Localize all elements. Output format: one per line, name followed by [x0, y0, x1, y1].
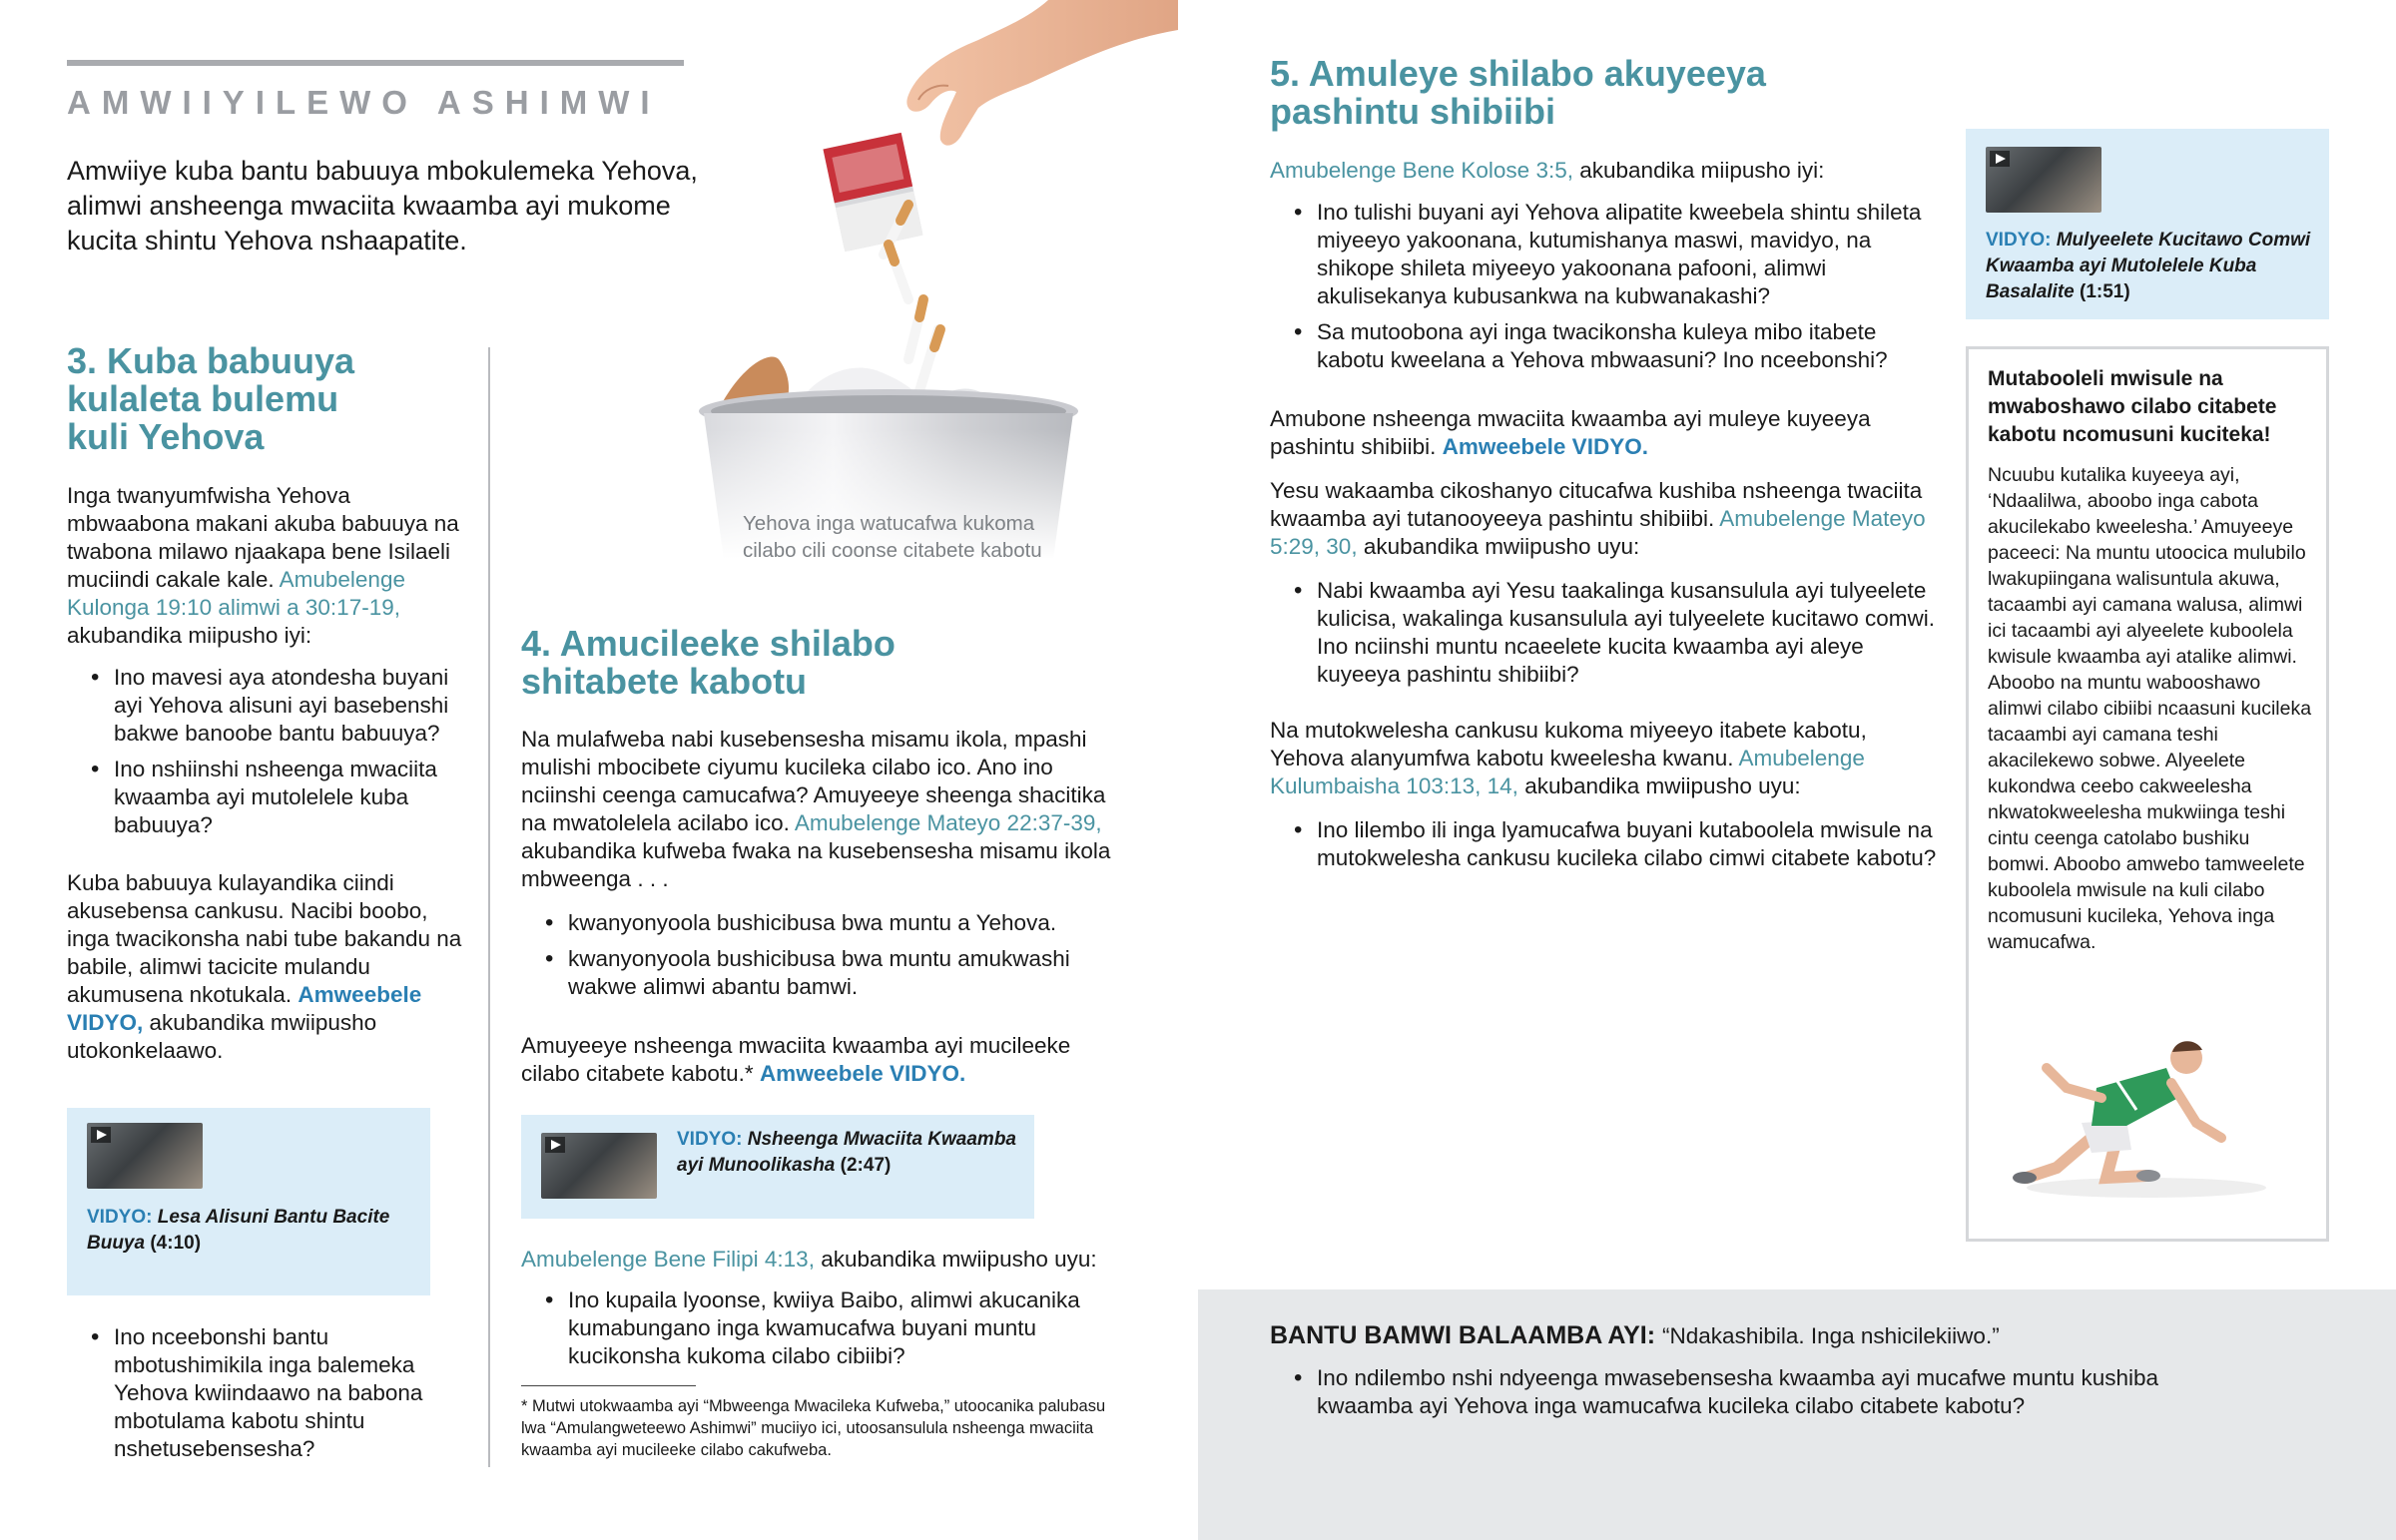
video-title-3[interactable]: Mulyeelete Kucitawo Comwi Kwaamba ayi Mutolelele Kuba Basalalite — [1986, 230, 2311, 302]
bottom-callout-heading — [1270, 1318, 2308, 1353]
section-3-title: 3. Kuba babuuya kulaleta bulemu kuli Yehova — [67, 340, 355, 457]
scripture-link-mateyo-5[interactable]: Amubelenge Mateyo 5:29, 30, — [1270, 506, 1926, 559]
section-3-question-after-video — [67, 1323, 464, 1471]
sidebar-title: Mutabooleli mwisule na mwaboshawo cilabo citabete kabotu ncomusuni kuciteka! — [1988, 367, 2277, 446]
video-caption-1 — [87, 1205, 416, 1257]
video-duration-3: (1:51) — [2080, 281, 2130, 302]
section-3-p1-text: Inga twanyumfwisha Yehova mbwaabona makani akuba babuuya na twabona milawo njaakapa bene Isilaeli muciindi cakale kale. — [67, 483, 459, 592]
bottom-callout-question — [1270, 1364, 2168, 1428]
section-5-p4-text: Na mutokwelesha cankusu kukoma miyeeyo itabete kabotu, Yehova alanyumfwa kabotu kweelesha kwanu. — [1270, 718, 1867, 770]
section-4-p1-text: Na mulafweba nabi kusebensesha misamu ikola, mpashi mulishi mbocibete ciyumu kucileka cilabo ico. Ano ino nciinshi ceenga camucafwa? Amuyeeye sheenga shacitika na mwatolelela acilabo ico. — [521, 727, 1106, 835]
video-label: VIDYO: — [677, 1129, 743, 1150]
video-thumbnail-1[interactable] — [87, 1123, 203, 1189]
section-3-p2-tail: akubandika mwiipusho utokonkelaawo. — [67, 1010, 377, 1063]
section-4-title: 4. Amucileeke shilabo shitabete kabotu — [521, 623, 896, 702]
section-4-item-1: • kwanyonyoola bushicibusa bwa muntu a Yehova. — [521, 909, 1120, 937]
bottom-callout-label: BANTU BAMWI BALAAMBA AYI: — [1270, 1321, 1656, 1349]
video-title-1[interactable]: Lesa Alisuni Bantu Bacite Buuya — [87, 1207, 390, 1254]
section-4-p2-text: Amuyeeye nsheenga mwaciita kwaamba ayi mucileeke cilabo citabete kabotu.* — [521, 1033, 1071, 1086]
section-3-questions — [67, 664, 464, 847]
watch-video-link-1[interactable]: Amweebele VIDYO, — [67, 982, 422, 1035]
section-5-questions-3 — [1270, 816, 1937, 880]
bottom-callout-question-1: • Ino ndilembo nshi ndyeenga mwasebensesha kwaamba ayi mucafwe muntu kushiba kwaamba ayi Yehova inga wamucafwa kucileka cilabo citabete kabotu? — [1270, 1364, 2168, 1420]
section-3-paragraph-1 — [67, 482, 464, 650]
section-5-paragraph-4 — [1270, 717, 1937, 800]
section-4-paragraph-3 — [521, 1246, 1120, 1274]
intro-paragraph: Amwiiye kuba bantu babuuya mbokulemeka Yehova, alimwi ansheenga mwaciita kwaamba ayi mukome kucita shintu Yehova nshaapatite. — [67, 156, 698, 256]
trash-illustration — [619, 0, 1178, 559]
section-3-question-1: • Ino mavesi aya atondesha buyani ayi Yehova alisuni ayi basebenshi bakwe banoobe bantu babuuya? — [67, 664, 464, 748]
video-title-2[interactable]: Nsheenga Mwaciita Kwaamba ayi Munoolikasha — [677, 1129, 1016, 1176]
video-thumbnail-3[interactable] — [1986, 147, 2101, 213]
video-caption-3 — [1986, 228, 2315, 305]
section-4-paragraph-1 — [521, 726, 1120, 893]
footnote-rule — [521, 1385, 696, 1386]
column-divider — [488, 347, 490, 1467]
section-5-p4-tail: akubandika mwiipusho uyu: — [1524, 773, 1801, 798]
scripture-link-kolose[interactable]: Amubelenge Bene Kolose 3:5, — [1270, 158, 1573, 183]
section-5-title: 5. Amuleye shilabo akuyeeya pashintu shibiibi — [1270, 53, 1766, 132]
section-5-p3-tail: akubandika mwiipusho uyu: — [1363, 534, 1640, 559]
scripture-link-kulonga[interactable]: Amubelenge Kulonga 19:10 alimwi a 30:17-19, — [67, 567, 405, 620]
section-5-p3-text: Yesu wakaamba cikoshanyo citucafwa kushiba nsheenga twaciita kwaamba ayi tutanooyeeya pashintu shibiibi. — [1270, 478, 1923, 531]
sidebar-body: Ncuubu kutalika kuyeeya ayi, ‘Ndaalilwa, aboobo inga cabota akucilekabo kweelesha.’ Amuyeeye paceeci: Na muntu utoocica mulubilo lwakupiingana walisuntula akuwa, tacaambi ayi camana walusa, alimwi ici tacaambi ayi alyeelete kuboolela kwisule kwaamba ayi atalike alimwi. Aboobo na muntu wabooshawo alimwi cilabo cibiibi ncaasuni kucileka tacaambi ayi camana teshi akacilekewo sobwe. Alyeelete kukondwa ceebo cakweelesha nkwatokweelesha mukwiinga teshi cintu ceenga catolabo bushiku bomwi. Aboobo amwebo tamweelete kuboolela mwisule na kuli cilabo ncomusuni kucileka, Yehova inga wamucafwa. — [1988, 464, 2312, 953]
footnote: * Mutwi utokwaamba ayi “Mbweenga Mwacileka Kufweba,” utoocanika palubasu lwa “Amulangweteewo Ashimwi” muciiyo ici, utoosansulula nsheenga mwaciita kwaamba ayi mucileeke cilabo cakufweba. — [521, 1397, 1106, 1459]
kicker-rule — [67, 60, 684, 66]
watch-video-link-2[interactable]: Amweebele VIDYO. — [759, 1061, 966, 1086]
video-caption-2 — [677, 1127, 1026, 1179]
section-5-question-2: • Sa mutoobona ayi inga twacikonsha kuleya mibo itabete kabotu kweelana a Yehova mbwaasuni? Ino nceebonshi? — [1270, 318, 1937, 374]
section-4-item-2: • kwanyonyoola bushicibusa bwa muntu amukwashi wakwe alimwi abantu bamwi. — [521, 945, 1120, 1001]
section-5-paragraph-2 — [1270, 405, 1937, 461]
section-5-paragraph-1 — [1270, 157, 1929, 185]
section-5-questions-1 — [1270, 199, 1937, 382]
section-3-p1-tail: akubandika miipusho iyi: — [67, 623, 312, 648]
section-4-question — [521, 1286, 1120, 1378]
play-icon[interactable] — [91, 1127, 111, 1143]
scripture-link-kulumbaisha[interactable]: Amubelenge Kulumbaisha 103:13, 14, — [1270, 746, 1865, 798]
scripture-link-filipi[interactable]: Amubelenge Bene Filipi 4:13, — [521, 1247, 815, 1272]
video-duration-2: (2:47) — [840, 1155, 892, 1176]
section-4-question-1: • Ino kupaila lyoonse, kwiiya Baibo, alimwi akucanika kumabungano inga kwamucafwa buyani muntu kucikonsha kukoma cilabo cibiibi? — [521, 1286, 1120, 1370]
section-3-paragraph-2 — [67, 869, 464, 1065]
video-label: VIDYO: — [87, 1207, 153, 1228]
section-5-question-4: • Ino lilembo ili inga lyamucafwa buyani kutaboolela mwisule na mutokwelesha cankusu kucileka cilabo cimwi citabete kabotu? — [1270, 816, 1937, 872]
video-card-2[interactable] — [521, 1115, 1034, 1219]
section-4-p1-tail: akubandika kufweba fwaka na kusebensesha misamu ikola mbweenga . . . — [521, 838, 1111, 891]
play-icon[interactable] — [545, 1137, 565, 1153]
video-thumbnail-2[interactable] — [541, 1133, 657, 1199]
section-5-paragraph-3 — [1270, 477, 1937, 561]
runner-illustration — [1997, 1028, 2276, 1228]
bottom-callout-quote: “Ndakashibila. Inga nshicilekiiwo.” — [1662, 1323, 2000, 1348]
section-5-question-3: • Nabi kwaamba ayi Yesu taakalinga kusansulula ayi tulyeelete kulicisa, wakalinga kusansulula ayi tulyeelete kucitawo comwi. Ino nciinshi muntu ncaeelete kucita kwaamba ayi aleye kuyeeya pashintu shibiibi? — [1270, 577, 1937, 689]
section-4-p3-tail: akubandika mwiipusho uyu: — [821, 1247, 1097, 1272]
illustration-caption: Yehova inga watucafwa kukoma cilabo cili coonse citabete kabotu — [743, 512, 1042, 562]
section-3-question-3: • Ino nceebonshi bantu mbotushimikila inga balemeka Yehova kwiindaawo na babona mbotulama kabotu shintu nshetusebensesha? — [67, 1323, 464, 1463]
section-3-question-2: • Ino nshiinshi nsheenga mwaciita kwaamba ayi mutolelele kuba babuuya? — [67, 756, 464, 839]
section-5-p2-text: Amubone nsheenga mwaciita kwaamba ayi muleye kuyeeya pashintu shibiibi. — [1270, 406, 1871, 459]
section-5-question-1: • Ino tulishi buyani ayi Yehova alipatite kweebela shintu shileta miyeeyo yakoonana, kutumishanya maswi, mavidyo, na shikope shileta miyeeyo yakoonana pafooni, alimwi akulisekanya kubusankwa na kubwanakashi? — [1270, 199, 1937, 310]
video-card-1[interactable] — [67, 1108, 430, 1295]
section-3-p2-text: Kuba babuuya kulayandika ciindi akusebensa cankusu. Nacibi boobo, inga twacikonsha nabi tube bakandu na babile, alimwi tacicite mulandu akumusena nkotukala. — [67, 870, 462, 1007]
watch-video-link-3[interactable]: Amweebele VIDYO. — [1442, 434, 1648, 459]
section-4-paragraph-2 — [521, 1032, 1120, 1088]
play-icon[interactable] — [1990, 151, 2010, 167]
scripture-link-mateyo-22[interactable]: Amubelenge Mateyo 22:37-39, — [794, 810, 1102, 835]
section-5-p1-tail: akubandika miipusho iyi: — [1579, 158, 1825, 183]
video-label: VIDYO: — [1986, 230, 2052, 251]
section-4-list — [521, 909, 1120, 1009]
kicker-heading: AMWIIYILEWO ASHIMWI — [67, 84, 661, 121]
video-duration-1: (4:10) — [150, 1233, 202, 1254]
section-5-questions-2 — [1270, 577, 1937, 697]
video-card-3[interactable] — [1966, 129, 2329, 319]
